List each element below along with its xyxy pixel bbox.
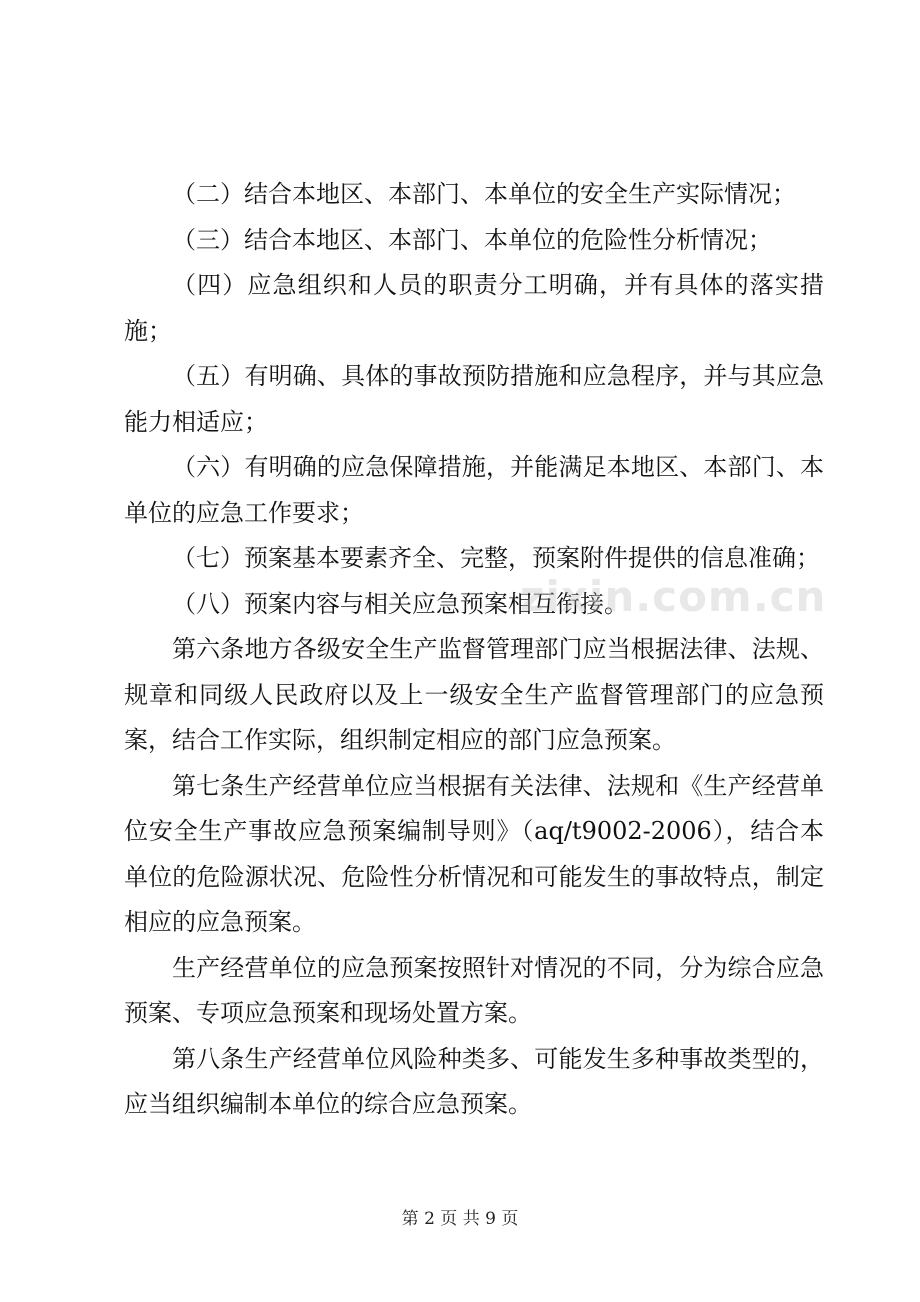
document-body	[124, 172, 827, 1128]
paragraph: 第七条生产经营单位应当根据有关法律、法规和《生产经营单位安全生产事故应急预案编制导则》（aq/t9002-2006），结合本单位的危险源状况、危险性分析情况和可能发生的事故特点，制定相应的应急预案。	[124, 771, 824, 936]
watermark: zixin.com.cn	[520, 572, 827, 621]
paragraph: 生产经营单位的应急预案按照针对情况的不同，分为综合应急预案、专项应急预案和现场处置方案。	[124, 953, 824, 1027]
paragraph: （八）预案内容与相关应急预案相互衔接。	[172, 589, 628, 618]
paragraph: （六）有明确的应急保障措施，并能满足本地区、本部门、本单位的应急工作要求；	[124, 453, 824, 527]
paragraph: 第六条地方各级安全生产监督管理部门应当根据法律、法规、规章和同级人民政府以及上一级安全生产监督管理部门的应急预案，结合工作实际，组织制定相应的部门应急预案。	[124, 635, 824, 754]
paragraph: （二）结合本地区、本部门、本单位的安全生产实际情况；	[172, 180, 796, 208]
page-number-footer: 第 2 页 共 9 页	[401, 1209, 519, 1229]
paragraph: （四）应急组织和人员的职责分工明确，并有具体的落实措施；	[124, 271, 824, 345]
paragraph: （三）结合本地区、本部门、本单位的危险性分析情况；	[172, 225, 772, 254]
paragraph: （七）预案基本要素齐全、完整，预案附件提供的信息准确；	[172, 544, 820, 572]
paragraph: （五）有明确、具体的事故预防措施和应急程序，并与其应急能力相适应；	[124, 362, 824, 436]
paragraph: 第八条生产经营单位风险种类多、可能发生多种事故类型的，应当组织编制本单位的综合应急预案。	[124, 1044, 824, 1118]
